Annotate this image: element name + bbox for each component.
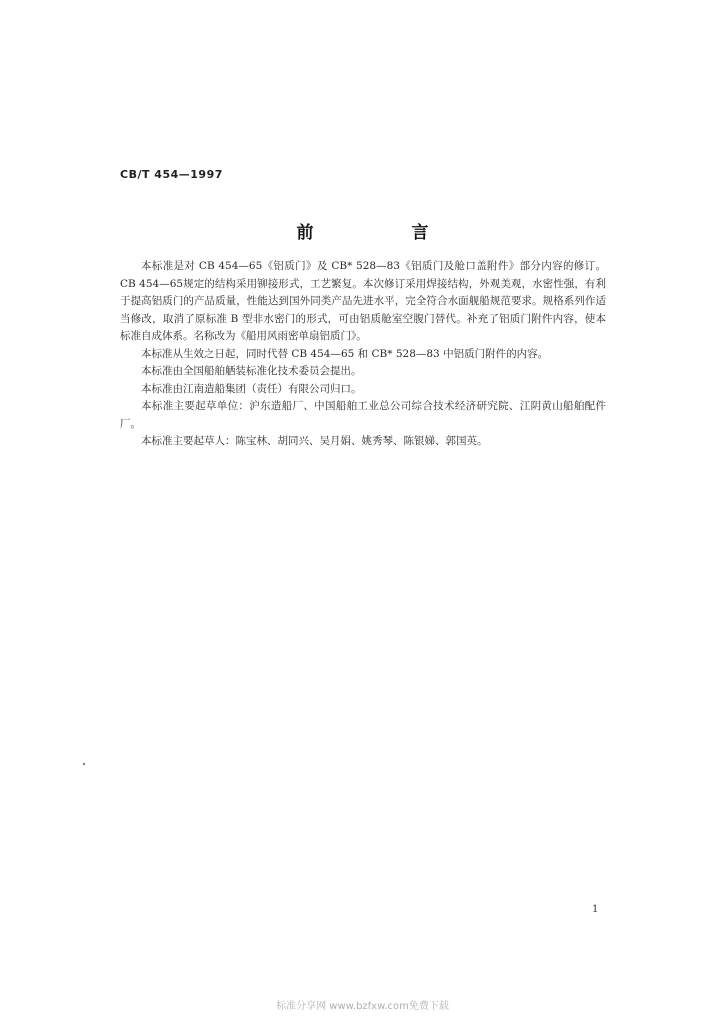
watermark-footer: 标准分享网 www.bzfxw.com免费下载: [276, 1001, 449, 1012]
paragraph-revision: 本标准是对 CB 454—65《铝质门》及 CB* 528—83《铝质门及舱口盖附件》部分内容的修订。CB 454—65规定的结构采用铆接形式，工艺繁复。本次修订采用焊接结构，外观美观，水密性强，有利于提高铝质门的产品质量，性能达到国外同类产品先进水平，完全符合水面舰船规范要求。规格系列作适当修改，取消了原标准 B 型非水密门的形式，可由铝质舱室空腹门替代。补充了铝质门附件内容，使本标准自成体系。名称改为《船用风雨密单扇铝质门》。: [120, 260, 606, 342]
scan-speck: [83, 763, 85, 765]
page-title: 前 言: [296, 223, 475, 243]
paragraph-effective: 本标准从生效之日起，同时代替 CB 454—65 和 CB* 528—83 中铝质门附件的内容。: [141, 347, 549, 360]
paragraph-drafters: 本标准主要起草人：陈宝林、胡同兴、吴月娟、姚秀琴、陈银娣、郭国英。: [141, 435, 488, 447]
page-number: 1: [592, 904, 599, 915]
standard-code: CB/T 454—1997: [120, 168, 223, 181]
paragraph-managed-by: 本标准由江南造船集团（责任）有限公司归口。: [141, 382, 362, 395]
paragraph-proposed-by: 本标准由全国船舶舾装标准化技术委员会提出。: [141, 365, 362, 377]
foreword-body: [120, 258, 606, 451]
paragraph-drafting-units: 本标准主要起草单位：沪东造船厂、中国船舶工业总公司综合技术经济研究院、江阴黄山船舶配件厂。: [120, 400, 606, 430]
